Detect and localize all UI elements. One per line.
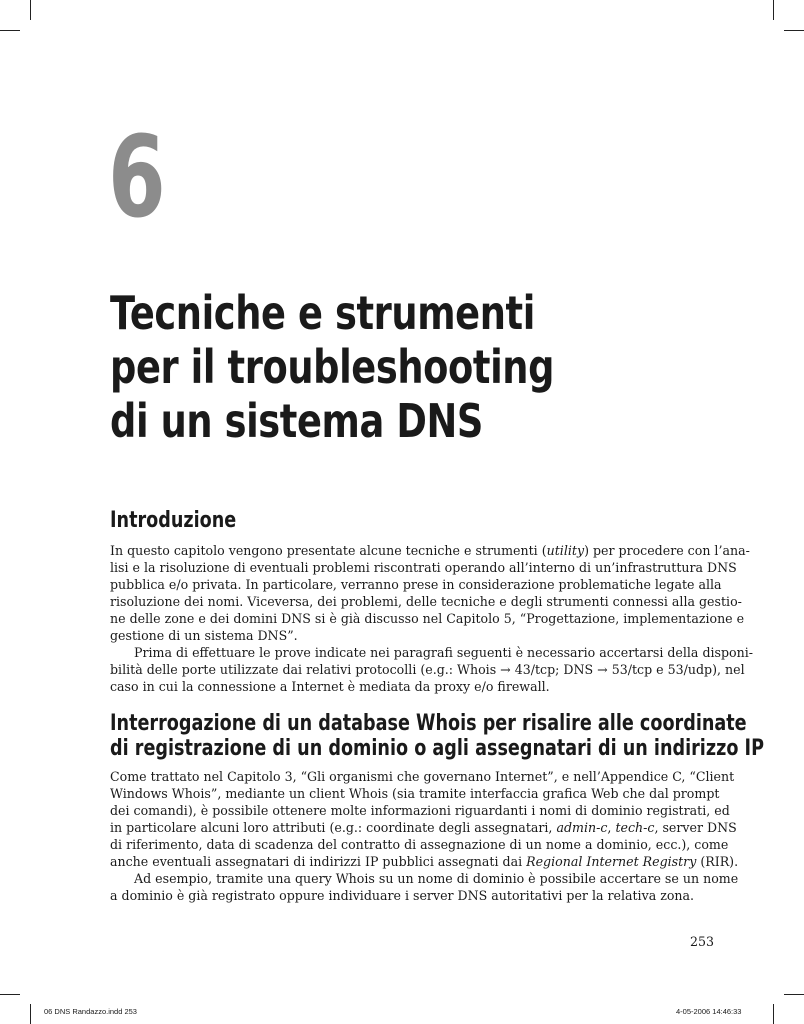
chapter-title-line: di un sistema DNS xyxy=(110,394,483,448)
text-run: (RIR). xyxy=(696,854,739,869)
text-run: in particolare alcuni loro attributi (e.g.: coordinate degli assegnatari, xyxy=(110,820,557,835)
section-heading-whois xyxy=(110,711,764,761)
text-run: In questo capitolo vengono presentate alcune tecniche e strumenti ( xyxy=(110,543,547,558)
italic-term: admin-c xyxy=(556,820,608,835)
text-run: , xyxy=(607,820,616,835)
italic-term: Regional Internet Registry xyxy=(526,854,697,869)
text-line xyxy=(110,870,739,887)
text-run: ne delle zone e dei domini DNS si è già discusso nel Capitolo 5, “Progettazione, implementazione e xyxy=(110,611,745,626)
text-run: lisi e la risoluzione di eventuali problemi riscontrati operando all’interno di un’infrastruttura DNS xyxy=(110,560,737,575)
chapter-title-line: per il troubleshooting xyxy=(110,340,555,394)
crop-mark xyxy=(0,994,20,995)
paragraph-whois-2 xyxy=(110,870,739,904)
text-run: a dominio è già registrato oppure individuare i server DNS autoritativi per la relativa zona. xyxy=(110,888,695,903)
crop-mark xyxy=(0,30,20,31)
text-line xyxy=(110,836,729,853)
page-number: 253 xyxy=(689,934,714,949)
text-line xyxy=(110,853,739,870)
text-run: anche eventuali assegnatari di indirizzi IP pubblici assegnati dai xyxy=(110,854,527,869)
text-run: risoluzione dei nomi. Viceversa, dei problemi, delle tecniche e degli strumenti connessi alla gestio- xyxy=(110,594,742,609)
text-line xyxy=(110,887,714,904)
section-heading-line: Interrogazione di un database Whois per risalire alle coordinate xyxy=(110,711,747,736)
text-line xyxy=(110,661,745,678)
crop-mark xyxy=(784,30,804,31)
crop-mark xyxy=(773,1004,774,1024)
text-run: caso in cui la connessione a Internet è mediata da proxy e/o firewall. xyxy=(110,679,550,694)
text-run: dei comandi), è possibile ottenere molte informazioni riguardanti i nomi di dominio registrati, ed xyxy=(110,803,730,818)
text-run: , server DNS xyxy=(654,820,737,835)
text-line xyxy=(110,802,730,819)
text-line xyxy=(110,559,737,576)
crop-mark xyxy=(773,0,774,20)
text-run: Windows Whois”, mediante un client Whois (sia tramite interfaccia grafica Web che dal prompt xyxy=(110,786,720,801)
paragraph-whois-1 xyxy=(110,768,739,870)
chapter-title xyxy=(110,286,590,448)
text-line xyxy=(110,542,750,559)
print-slug-filename: 06 DNS Randazzo.indd 253 xyxy=(44,1007,137,1016)
paragraph-intro-1 xyxy=(110,542,750,644)
text-line xyxy=(110,678,714,695)
text-line xyxy=(110,593,742,610)
section-heading-line: di registrazione di un dominio o agli assegnatari di un indirizzo IP xyxy=(110,736,764,761)
text-run: Ad esempio, tramite una query Whois su un nome di dominio è possibile accertare se un nome xyxy=(134,871,739,886)
crop-mark xyxy=(784,994,804,995)
text-run: di riferimento, data di scadenza del contratto di assegnazione di un nome a dominio, ecc.), come xyxy=(110,837,729,852)
text-line xyxy=(110,768,735,785)
crop-mark xyxy=(30,1004,31,1024)
text-line xyxy=(110,610,745,627)
text-line xyxy=(110,819,737,836)
crop-mark xyxy=(30,0,31,20)
text-run: gestione di un sistema DNS”. xyxy=(110,628,298,643)
text-line xyxy=(110,785,720,802)
text-run: pubblica e/o privata. In particolare, verranno prese in considerazione problematiche legate alla xyxy=(110,577,722,592)
text-run: Come trattato nel Capitolo 3, “Gli organismi che governano Internet”, e nell’Appendice C, “Client xyxy=(110,769,735,784)
text-run: Prima di effettuare le prove indicate nei paragrafi seguenti è necessario accertarsi della disponi- xyxy=(134,645,754,660)
paragraph-intro-2 xyxy=(110,644,754,695)
section-heading-introduzione: Introduzione xyxy=(110,508,237,533)
chapter-number: 6 xyxy=(108,113,165,243)
text-run: bilità delle porte utilizzate dai relativi protocolli (e.g.: Whois → 43/tcp; DNS → 53/tcp e 53/udp), nel xyxy=(110,662,745,677)
text-line xyxy=(110,576,722,593)
chapter-title-line: Tecniche e strumenti xyxy=(110,286,535,340)
text-run: ) per procedere con l’ana- xyxy=(584,543,750,558)
italic-term: tech-c xyxy=(615,820,655,835)
text-line xyxy=(110,644,754,661)
italic-term: utility xyxy=(546,543,585,558)
print-slug-timestamp: 4-05-2006 14:46:33 xyxy=(676,1007,742,1016)
text-line xyxy=(110,627,714,644)
